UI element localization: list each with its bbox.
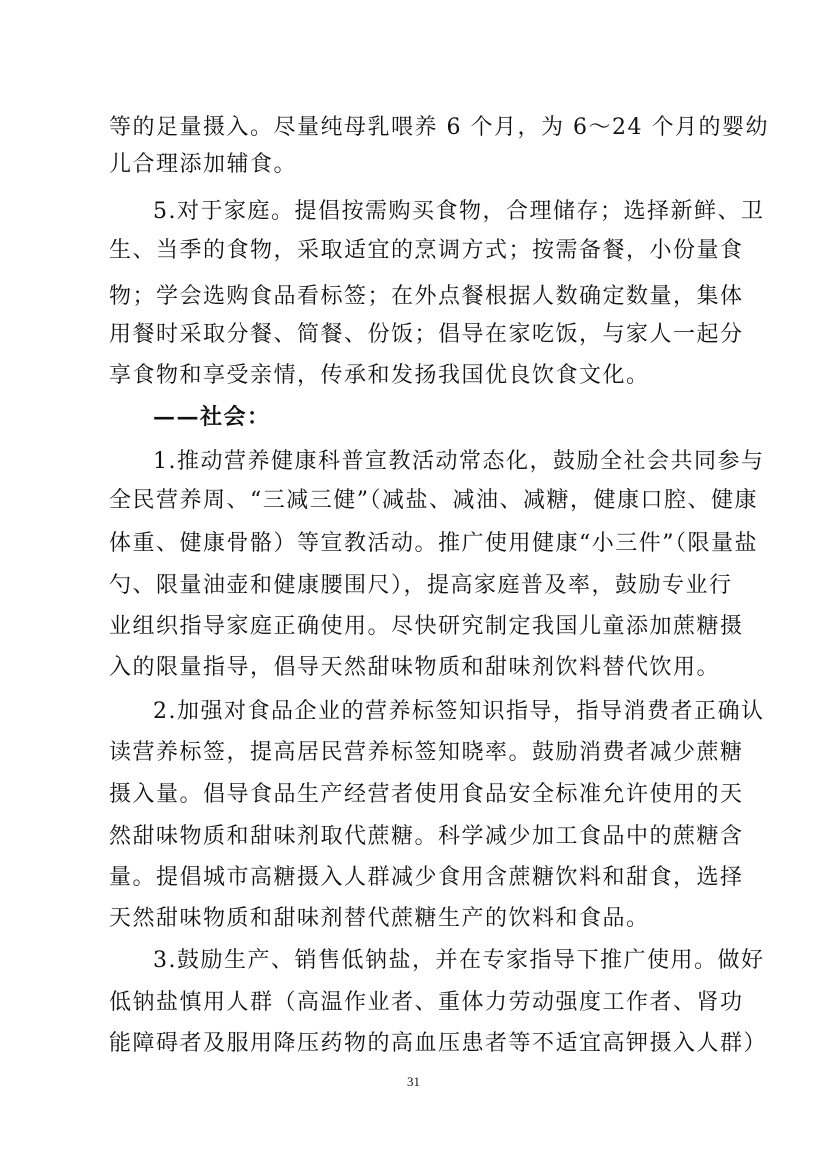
text-line: 生、当季的食物，采取适宜的烹调方式；按需备餐，小份量食	[109, 238, 744, 263]
section-heading: ——社会：	[153, 404, 271, 430]
text-line: 摄入量。倡导食品生产经营者使用食品安全标准允许使用的天	[109, 782, 744, 807]
page-number: 31	[407, 1074, 420, 1089]
text-line: 入的限量指导，倡导天然甜味物质和甜味剂饮料替代饮用。	[109, 655, 721, 680]
text-line: 勺、限量油壶和健康腰围尺），提高家庭普及率，鼓励专业行	[109, 573, 733, 598]
text-line: 能障碍者及服用降压药物的高血压患者等不适宜高钾摄入人群）	[109, 1031, 768, 1056]
text-line: 读营养标签，提高居民营养标签知晓率。鼓励消费者减少蔗糖	[109, 740, 744, 765]
text-line: 1.推动营养健康科普宣教活动常态化，鼓励全社会共同参与	[153, 449, 765, 474]
text-line: 用餐时采取分餐、简餐、份饭；倡导在家吃饭，与家人一起分	[109, 322, 744, 347]
text-line: 全民营养周、“三减三健”（减盐、减油、减糖，健康口腔、健康	[109, 488, 758, 513]
text-line: 天然甜味物质和甜味剂替代蔗糖生产的饮料和食品。	[109, 906, 650, 931]
text-line: 3.鼓励生产、销售低钠盐，并在专家指导下推广使用。做好	[153, 948, 765, 973]
text-line: 量。提倡城市高糖摄入人群减少食用含蔗糖饮料和甜食，选择	[109, 865, 744, 890]
text-line: 2.加强对食品企业的营养标签知识指导，指导消费者正确认	[153, 699, 765, 724]
text-line: 5.对于家庭。提倡按需购买食物，合理储存；选择新鲜、卫	[153, 199, 765, 224]
text-line: 儿合理添加辅食。	[109, 152, 298, 177]
text-line: 等的足量摄入。尽量纯母乳喂养 6 个月，为 6～24 个月的婴幼	[109, 115, 769, 140]
text-line: 物；学会选购食品看标签；在外点餐根据人数确定数量，集体	[109, 284, 744, 309]
text-line: 享食物和享受亲情，传承和发扬我国优良饮食文化。	[109, 363, 650, 388]
text-line: 低钠盐慎用人群（高温作业者、重体力劳动强度工作者、肾功	[109, 990, 744, 1015]
text-line: 体重、健康骨骼）等宣教活动。推广使用健康“小三件”（限量盐	[109, 531, 758, 556]
text-line: 业组织指导家庭正确使用。尽快研究制定我国儿童添加蔗糖摄	[109, 614, 744, 639]
text-line: 然甜味物质和甜味剂取代蔗糖。科学减少加工食品中的蔗糖含	[109, 824, 744, 849]
